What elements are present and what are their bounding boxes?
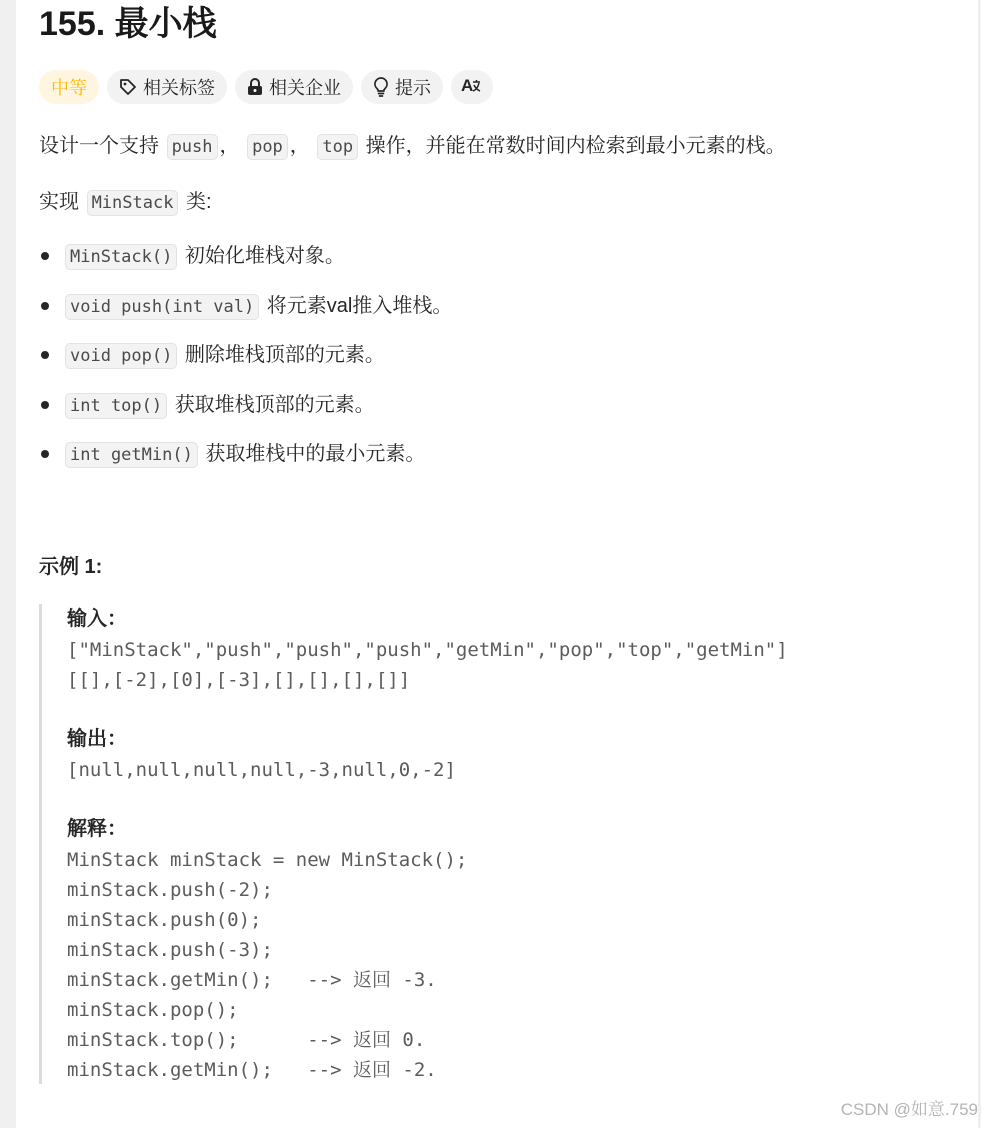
difficulty-badge[interactable] bbox=[39, 70, 99, 104]
method-text: 初始化堆栈对象。 bbox=[184, 245, 345, 267]
translate-icon bbox=[461, 75, 483, 100]
problem-title: 155. 最小栈 bbox=[39, 5, 217, 43]
tag-icon bbox=[119, 78, 137, 96]
implement-suffix: 类: bbox=[186, 191, 212, 213]
explain-line: minStack.push(0); bbox=[67, 909, 262, 931]
bullet-icon bbox=[41, 302, 49, 310]
separator: ， bbox=[219, 135, 240, 157]
method-code: int top() bbox=[65, 393, 167, 419]
list-item bbox=[39, 339, 452, 389]
svg-text:A: A bbox=[461, 75, 474, 95]
input-label: 输入： bbox=[67, 608, 127, 630]
list-item bbox=[39, 240, 452, 290]
implement-line bbox=[39, 187, 212, 218]
explain-label: 解释： bbox=[67, 818, 127, 840]
method-code: void pop() bbox=[65, 343, 177, 369]
related-tags-label: 相关标签 bbox=[143, 78, 215, 98]
method-code: int getMin() bbox=[65, 442, 198, 468]
lightbulb-icon bbox=[373, 77, 389, 97]
separator: ， bbox=[289, 135, 310, 157]
list-item bbox=[39, 438, 452, 488]
explain-line: minStack.pop(); bbox=[67, 999, 239, 1021]
hint-label: 提示 bbox=[395, 78, 431, 98]
implement-prefix: 实现 bbox=[39, 191, 79, 213]
example-block bbox=[39, 604, 942, 1084]
description bbox=[39, 131, 786, 162]
bullet-icon bbox=[41, 252, 49, 260]
method-text: 获取堆栈顶部的元素。 bbox=[174, 393, 375, 416]
explain-line: MinStack minStack = new MinStack(); bbox=[67, 849, 468, 871]
hint-button[interactable] bbox=[361, 70, 443, 104]
translate-button[interactable] bbox=[451, 70, 493, 104]
method-code: MinStack() bbox=[65, 244, 177, 270]
watermark: CSDN @如意.759 bbox=[840, 1100, 978, 1119]
bullet-icon bbox=[41, 351, 49, 359]
code-top: top bbox=[317, 134, 358, 160]
difficulty-label: 中等 bbox=[51, 78, 87, 98]
input-line: ["MinStack","push","push","push","getMin","pop","top","getMin"] bbox=[67, 639, 788, 661]
description-suffix: 操作，并能在常数时间内检索到最小元素的栈。 bbox=[365, 135, 786, 157]
list-item bbox=[39, 389, 452, 439]
description-prefix: 设计一个支持 bbox=[39, 135, 159, 157]
explain-line: minStack.push(-2); bbox=[67, 879, 273, 901]
output-label: 输出： bbox=[67, 728, 127, 750]
related-tags-button[interactable] bbox=[107, 70, 227, 104]
code-push: push bbox=[167, 134, 218, 160]
method-text: 将元素val推入堆栈。 bbox=[266, 294, 453, 317]
input-line: [[],[-2],[0],[-3],[],[],[],[]] bbox=[67, 669, 411, 691]
explain-line: minStack.push(-3); bbox=[67, 939, 273, 961]
explain-line: minStack.top(); --> 返回 0. bbox=[67, 1029, 426, 1051]
method-code: void push(int val) bbox=[65, 294, 259, 320]
lock-icon bbox=[247, 78, 263, 96]
related-companies-label: 相关企业 bbox=[269, 78, 341, 98]
bullet-icon bbox=[41, 450, 49, 458]
explain-line: minStack.getMin(); --> 返回 -3. bbox=[67, 969, 437, 991]
related-companies-button[interactable] bbox=[235, 70, 353, 104]
list-item bbox=[39, 290, 452, 340]
method-text: 删除堆栈顶部的元素。 bbox=[184, 344, 385, 366]
method-list bbox=[39, 240, 452, 488]
code-pop: pop bbox=[247, 134, 288, 160]
bullet-icon bbox=[41, 401, 49, 409]
tag-bar bbox=[39, 70, 493, 104]
method-text: 获取堆栈中的最小元素。 bbox=[205, 443, 426, 465]
output-line: [null,null,null,null,-3,null,0,-2] bbox=[67, 759, 456, 781]
code-minstack: MinStack bbox=[87, 190, 179, 216]
example-title: 示例 1: bbox=[39, 556, 103, 578]
explain-line: minStack.getMin(); --> 返回 -2. bbox=[67, 1059, 437, 1081]
